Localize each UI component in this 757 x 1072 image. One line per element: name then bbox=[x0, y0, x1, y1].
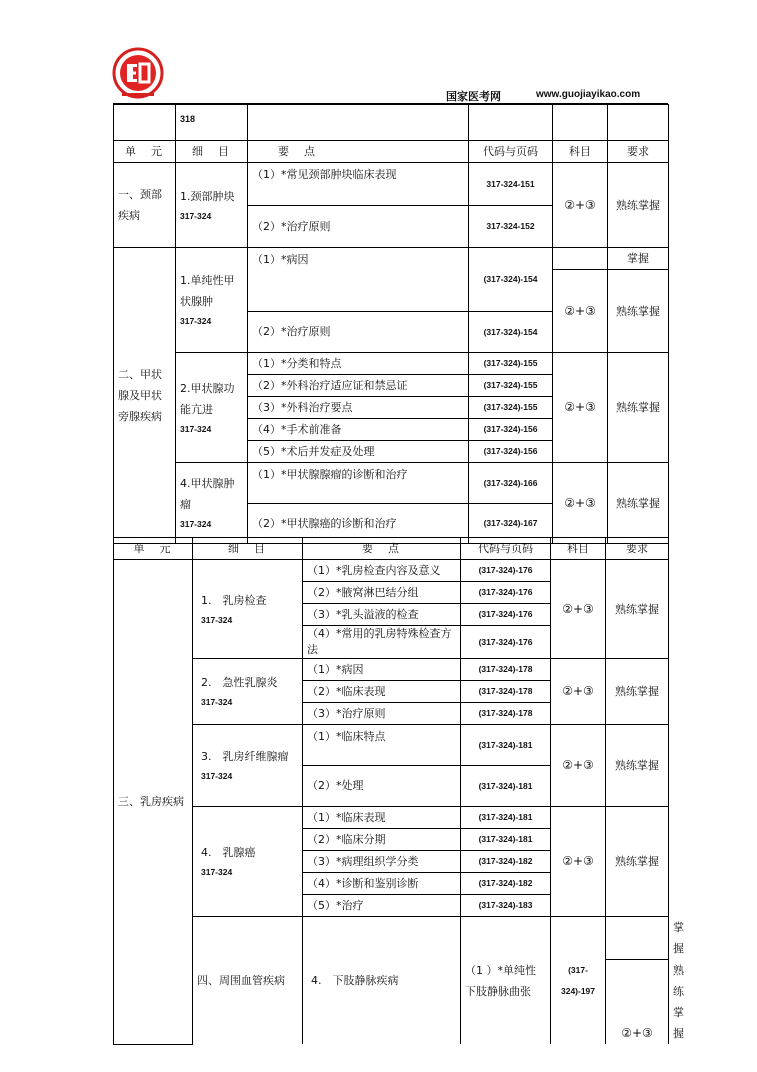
point-cell: （1）*甲状腺腺瘤的诊断和治疗 bbox=[248, 463, 469, 504]
require-cell: 熟练掌握 bbox=[606, 807, 669, 917]
code-cell: (317-324)-176 bbox=[461, 604, 551, 626]
detail-cell bbox=[176, 163, 248, 248]
code-cell: 317-324-152 bbox=[469, 206, 553, 248]
detail-label: 3. 乳房纤维腺瘤 bbox=[201, 750, 289, 763]
point-cell: （2）*腋窝淋巴结分组 bbox=[303, 582, 461, 604]
point-cell: （2）*治疗原则 bbox=[248, 312, 469, 353]
require-cell-top: 掌握 bbox=[608, 248, 669, 270]
detail-cell bbox=[193, 807, 303, 917]
detail-code: 317-324 bbox=[201, 867, 233, 877]
subject-cell bbox=[553, 248, 608, 270]
point-cell: （3）*病理组织学分类 bbox=[303, 851, 461, 873]
detail-cell bbox=[193, 725, 303, 807]
code-cell: (317-324)-154 bbox=[469, 312, 553, 353]
detail-label: 2. 急性乳腺炎 bbox=[201, 676, 278, 689]
point-cell: （3）*外科治疗要点 bbox=[248, 397, 469, 419]
point-cell: （5）*治疗 bbox=[303, 895, 461, 917]
point-cell: （1）*临床特点 bbox=[303, 725, 461, 766]
col-require: 要求 bbox=[606, 538, 669, 560]
subject-cell: ②+③ bbox=[606, 960, 669, 1045]
col-point: 要 点 bbox=[248, 141, 469, 163]
require-cell: 熟练掌握 bbox=[606, 725, 669, 807]
table-row bbox=[114, 163, 669, 206]
col-detail: 细 目 bbox=[176, 141, 248, 163]
table-row bbox=[114, 463, 669, 504]
syllabus-table-2 bbox=[113, 537, 684, 1045]
point-cell: （1）*病因 bbox=[303, 659, 461, 681]
detail-label: 1.颈部肿块 bbox=[180, 189, 235, 203]
detail-cell bbox=[176, 353, 248, 463]
unit-cell: 四、周围血管疾病 bbox=[193, 917, 303, 1045]
table-row bbox=[114, 725, 669, 766]
table-row: 四、周围血管疾病 4. 下肢静脉疾病 （1 ）*单纯性下肢静脉曲张 (317-324)-197 掌握 bbox=[114, 917, 669, 960]
code-cell: (317-324)-182 bbox=[461, 851, 551, 873]
point-cell: （1）*常见颈部肿块临床表现 bbox=[248, 163, 469, 206]
col-subject: 科目 bbox=[553, 141, 608, 163]
code-cell: (317-324)-155 bbox=[469, 353, 553, 375]
fragment-row bbox=[114, 105, 669, 141]
point-cell: （3）*治疗原则 bbox=[303, 703, 461, 725]
code-cell: (317-324)-167 bbox=[469, 504, 553, 544]
code-cell: (317-324)-166 bbox=[469, 463, 553, 504]
table-header-row bbox=[114, 141, 669, 163]
code-cell: (317-324)-178 bbox=[461, 703, 551, 725]
code-cell: (317-324)-181 bbox=[461, 807, 551, 829]
subject-cell: ②+③ bbox=[553, 163, 608, 248]
table-row bbox=[114, 807, 669, 829]
point-cell: （4）*手术前准备 bbox=[248, 419, 469, 441]
point-cell: （2）*临床分期 bbox=[303, 829, 461, 851]
code-cell: (317-324)-181 bbox=[461, 829, 551, 851]
detail-cell bbox=[176, 248, 248, 353]
subject-cell: ②+③ bbox=[553, 463, 608, 544]
col-detail: 细 目 bbox=[193, 538, 303, 560]
detail-code: 317-324 bbox=[201, 614, 233, 625]
table-row bbox=[114, 560, 669, 582]
col-subject: 科目 bbox=[551, 538, 606, 560]
detail-cell bbox=[193, 560, 303, 659]
require-cell: 熟练掌握 bbox=[608, 163, 669, 248]
point-cell: （2）*治疗原则 bbox=[248, 206, 469, 248]
point-cell: （1）*临床表现 bbox=[303, 807, 461, 829]
subject-cell bbox=[606, 917, 669, 960]
code-cell: (317-324)-176 bbox=[461, 582, 551, 604]
detail-code: 317-324 bbox=[201, 697, 233, 707]
code-cell: (317-324)-156 bbox=[469, 441, 553, 463]
col-require: 要求 bbox=[608, 141, 669, 163]
code-cell: 317-324-151 bbox=[469, 163, 553, 206]
require-cell: 熟练掌握 bbox=[608, 353, 669, 463]
require-cell: 熟练掌握 bbox=[608, 463, 669, 544]
point-cell: （5）*术后并发症及处理 bbox=[248, 441, 469, 463]
code-cell: (317-324)-183 bbox=[461, 895, 551, 917]
col-code: 代码与页码 bbox=[461, 538, 551, 560]
site-name: 国家医考网 bbox=[446, 90, 501, 103]
point-cell: （1）*乳房检查内容及意义 bbox=[303, 560, 461, 582]
fragment-code: 318 bbox=[176, 105, 248, 141]
require-cell: 熟练掌握 bbox=[606, 659, 669, 725]
code-cell: (317-324)-181 bbox=[461, 725, 551, 766]
subject-cell: ②+③ bbox=[551, 659, 606, 725]
code-cell: (317-324)-176 bbox=[461, 626, 551, 659]
table-row bbox=[114, 659, 669, 681]
point-cell: （1 ）*单纯性下肢静脉曲张 bbox=[461, 917, 551, 1045]
unit-cell: 一、颈部疾病 bbox=[114, 163, 176, 248]
subject-cell: ②+③ bbox=[551, 807, 606, 917]
point-cell: （4）*常用的乳房特殊检查方法 bbox=[303, 626, 461, 659]
subject-cell: ②+③ bbox=[553, 353, 608, 463]
code-cell: (317-324)-182 bbox=[461, 873, 551, 895]
point-cell: （1）*分类和特点 bbox=[248, 353, 469, 375]
detail-label: 2.甲状腺功能亢进 bbox=[180, 381, 235, 416]
site-url[interactable]: www.guojiayikao.com bbox=[536, 89, 641, 100]
detail-code: 317-324 bbox=[180, 519, 212, 529]
detail-label: 4. 乳腺癌 bbox=[201, 846, 256, 859]
col-code: 代码与页码 bbox=[469, 141, 553, 163]
table-header-row bbox=[114, 538, 669, 560]
unit-cell: 二、甲状腺及甲状旁腺疾病 bbox=[114, 248, 176, 544]
code-cell: (317-324)-154 bbox=[469, 248, 553, 312]
table-row: ②+③ 熟练掌握 bbox=[114, 960, 669, 1045]
code-cell: (317-324)-176 bbox=[461, 560, 551, 582]
table-row bbox=[114, 353, 669, 375]
detail-label: 1.单纯性甲状腺肿 bbox=[180, 274, 235, 308]
require-cell: 熟练掌握 bbox=[608, 270, 669, 353]
col-point: 要 点 bbox=[303, 538, 461, 560]
detail-label: 1. 乳房检查 bbox=[201, 593, 267, 607]
detail-code: 317-324 bbox=[201, 771, 233, 781]
detail-cell bbox=[193, 659, 303, 725]
code-cell: (317-324)-155 bbox=[469, 375, 553, 397]
subject-cell: ②+③ bbox=[551, 560, 606, 659]
point-cell: （2）*临床表现 bbox=[303, 681, 461, 703]
code-cell: (317-324)-156 bbox=[469, 419, 553, 441]
table-row bbox=[114, 248, 669, 270]
col-unit: 单 元 bbox=[114, 538, 193, 560]
detail-code: 317-324 bbox=[180, 316, 212, 326]
detail-cell bbox=[176, 463, 248, 544]
point-cell: （2）*甲状腺癌的诊断和治疗 bbox=[248, 504, 469, 544]
code-cell: (317-324)-181 bbox=[461, 766, 551, 807]
code-cell: (317-324)-197 bbox=[551, 917, 606, 1045]
detail-code: 317-324 bbox=[180, 423, 212, 434]
logo-icon bbox=[112, 47, 164, 99]
col-unit: 单 元 bbox=[114, 141, 176, 163]
point-cell: （2）*处理 bbox=[303, 766, 461, 807]
require-cell: 熟练掌握 bbox=[606, 560, 669, 659]
subject-cell: ②+③ bbox=[551, 725, 606, 807]
code-cell: (317-324)-178 bbox=[461, 659, 551, 681]
unit-cell: 三、乳房疾病 bbox=[114, 560, 193, 1045]
detail-label: 4.甲状腺肿瘤 bbox=[180, 477, 235, 511]
point-cell: （2）*外科治疗适应证和禁忌证 bbox=[248, 375, 469, 397]
point-cell: （3）*乳头溢液的检查 bbox=[303, 604, 461, 626]
code-cell: (317-324)-178 bbox=[461, 681, 551, 703]
point-cell: （4）*诊断和鉴别诊断 bbox=[303, 873, 461, 895]
detail-code: 317-324 bbox=[180, 210, 212, 221]
code-cell: (317-324)-155 bbox=[469, 397, 553, 419]
detail-cell: 4. 下肢静脉疾病 bbox=[303, 917, 461, 1045]
subject-cell: ②+③ bbox=[553, 270, 608, 353]
syllabus-table-1 bbox=[113, 104, 669, 544]
point-cell: （1）*病因 bbox=[248, 248, 469, 312]
